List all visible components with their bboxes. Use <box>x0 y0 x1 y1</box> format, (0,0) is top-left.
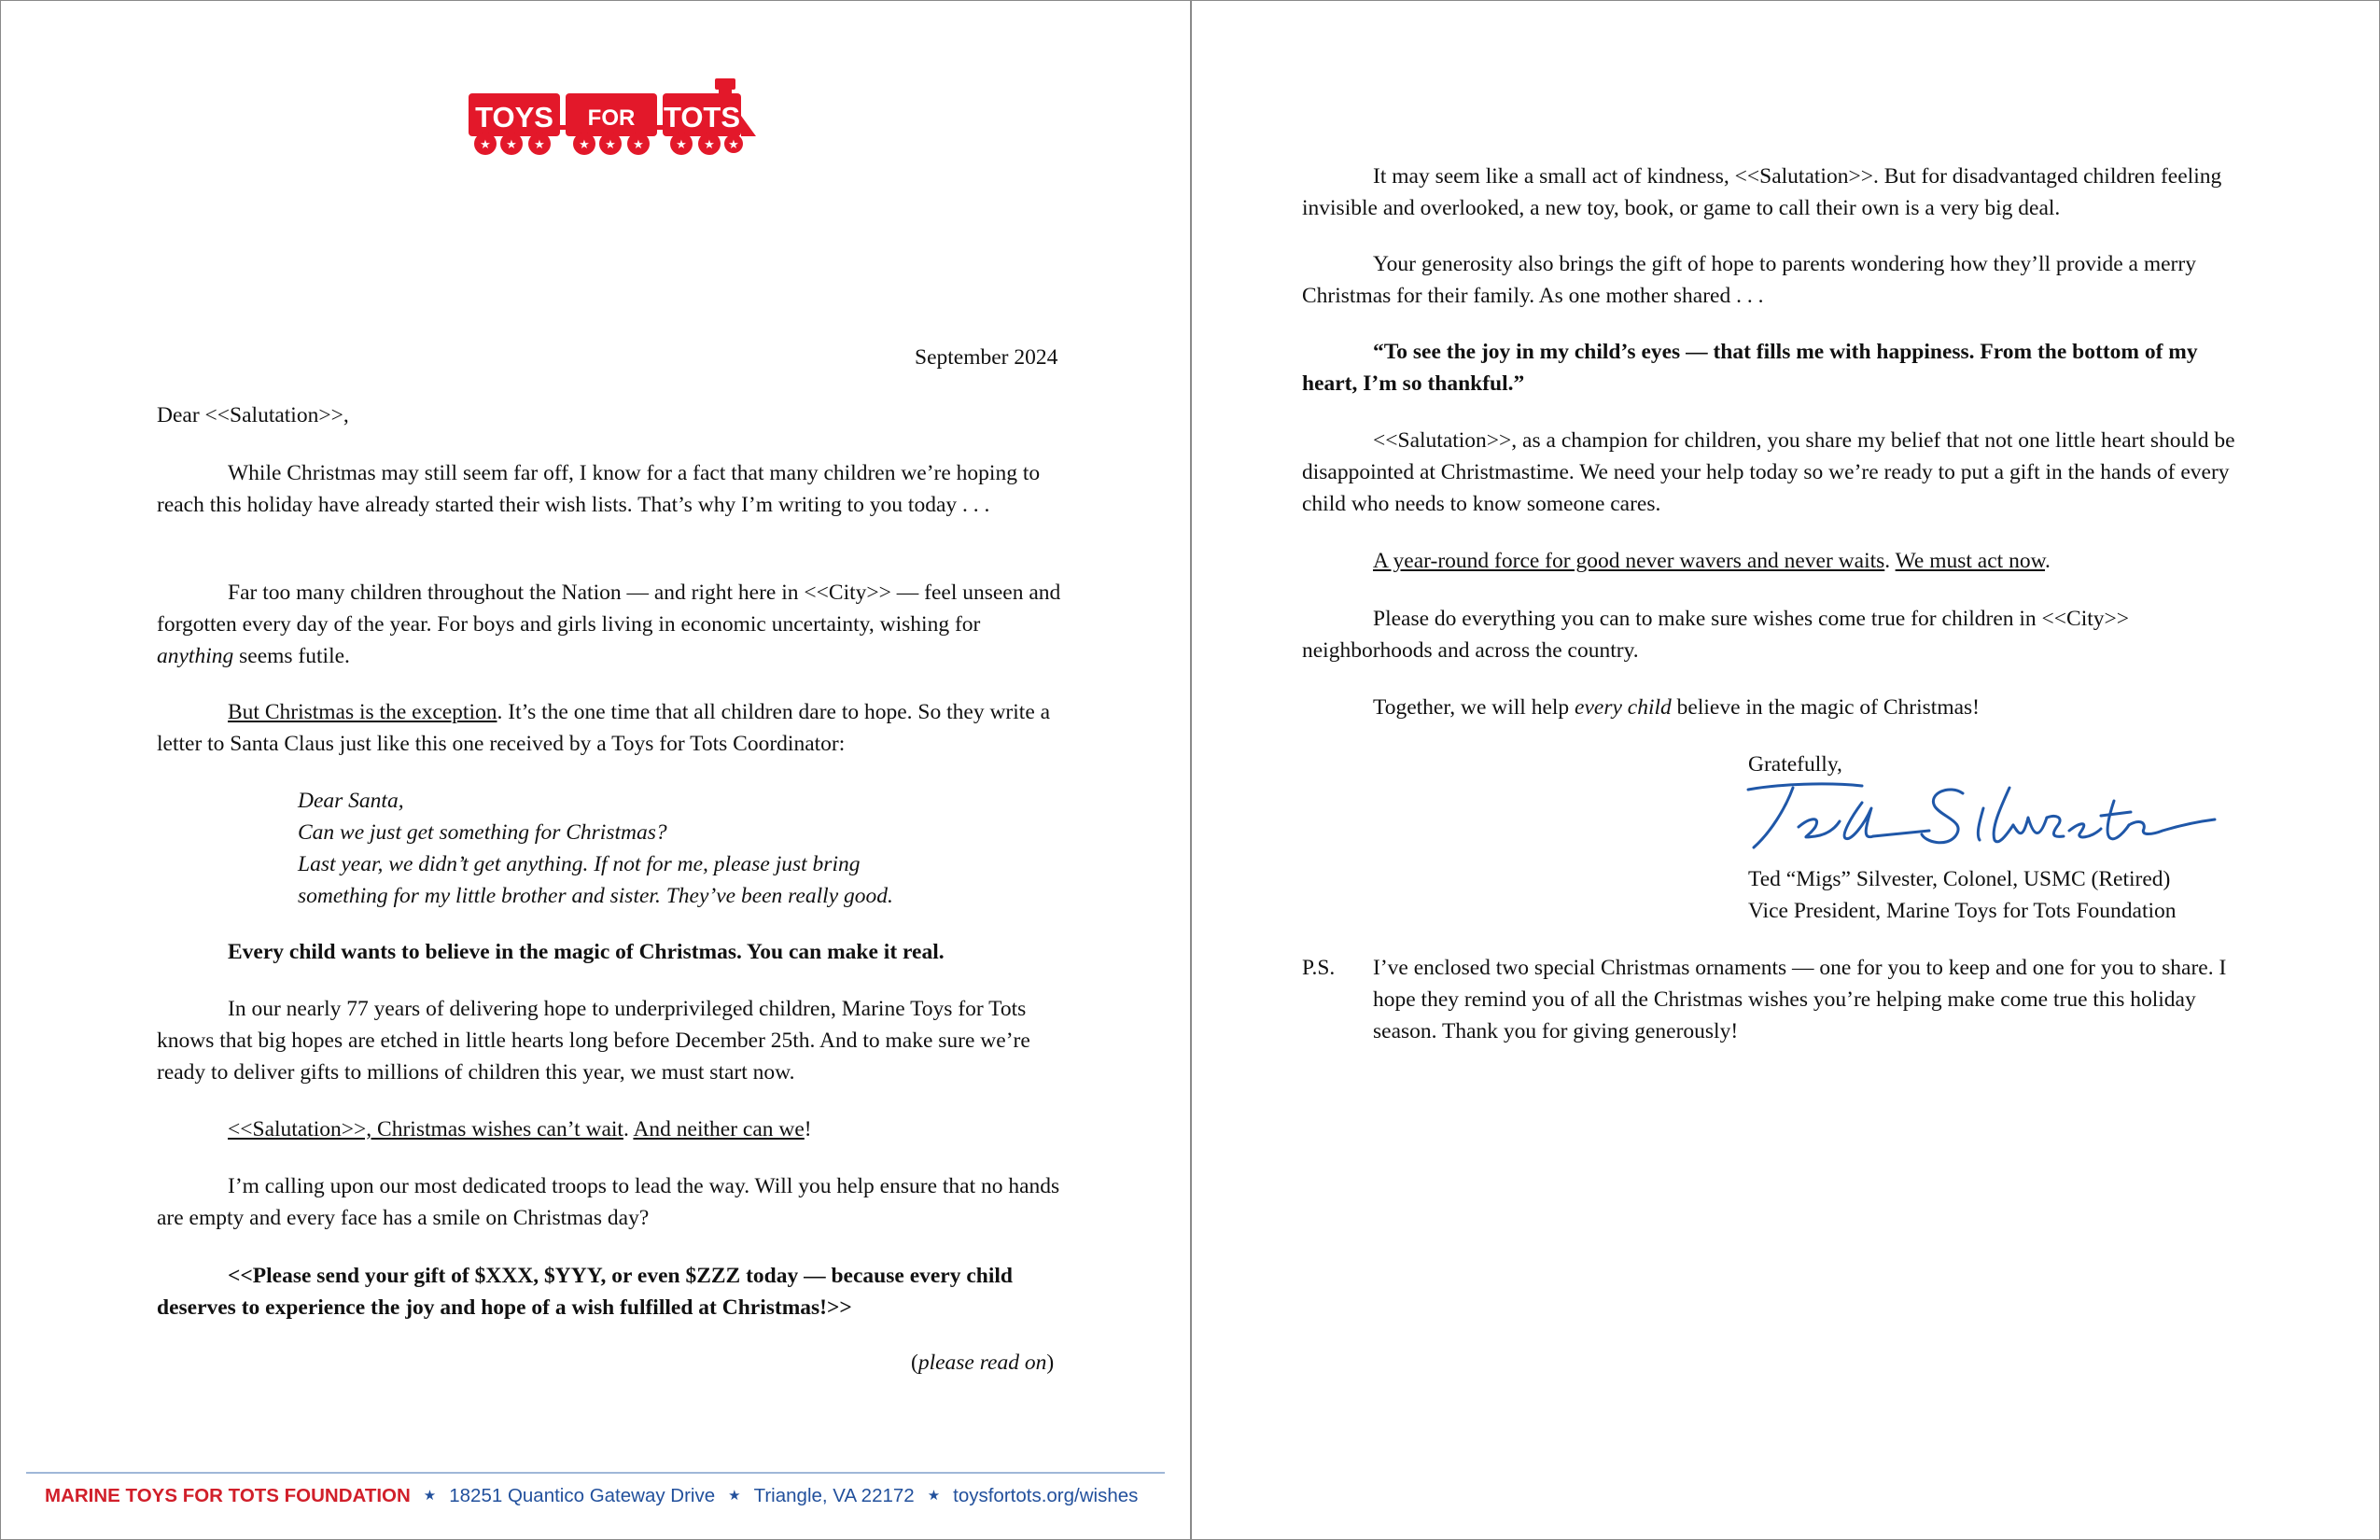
svg-text:★: ★ <box>579 138 590 152</box>
footer-city: Triangle, VA 22172 <box>753 1485 915 1506</box>
svg-text:★: ★ <box>506 138 517 152</box>
toys-for-tots-logo <box>465 73 759 159</box>
paragraph-2: Far too many children throughout the Nation — and right here in <<City>> — feel unseen and forgotten every day of the year. For boys and girls living in economic uncertainty, wishing for anything seems futile. <box>157 581 1061 668</box>
letter-page-2 <box>1192 0 2380 1540</box>
paragraph-12: Together, we will help every child believe in the magic of Christmas! <box>1373 695 1980 720</box>
svg-text:★: ★ <box>704 138 715 152</box>
paragraph-9: <<Salutation>>, as a champion for children, you share my belief that not one little heart should be disappointed at Christmastime. We need your help today so we’re ready to put a gift in the hands of every child who needs to know someone cares. <box>1302 428 2235 516</box>
signer-title: Vice President, Marine Toys for Tots Foundation <box>1748 899 2177 923</box>
paragraph-10: A year-round force for good never wavers and never waits. We must act now. <box>1373 549 2051 573</box>
svg-text:★: ★ <box>605 138 616 152</box>
please-read-on: (please read on) <box>911 1351 1055 1375</box>
closing: Gratefully, <box>1748 752 1842 777</box>
paragraph-3: But Christmas is the exception. It’s the one time that all children dare to hope. So they write a letter to Santa Claus just like this one received by a Toys for Tots Coordinator: <box>157 700 1051 756</box>
star-icon: ★ <box>728 1488 741 1504</box>
santa-letter-quote: Dear Santa, Can we just get something for Christmas? Last year, we didn’t get anything. If not for me, please just bring something for my little brother and sister. They’ve been really good. <box>298 789 893 908</box>
footer-address: 18251 Quantico Gateway Drive <box>449 1485 716 1506</box>
mother-quote: “To see the joy in my child’s eyes — that fills me with happiness. From the bottom of my heart, I’m so thankful.” <box>1302 340 2198 396</box>
svg-text:★: ★ <box>728 138 739 152</box>
greeting: Dear <<Salutation>>, <box>157 403 349 427</box>
bold-statement: Every child wants to believe in the magic of Christmas. You can make it real. <box>228 940 945 964</box>
star-icon: ★ <box>927 1488 941 1504</box>
svg-text:★: ★ <box>676 138 687 152</box>
footer-org: MARINE TOYS FOR TOTS FOUNDATION <box>45 1485 411 1506</box>
svg-text:TOYS: TOYS <box>475 101 553 133</box>
gift-ask: <<Please send your gift of $XXX, $YYY, or even $ZZZ today — because every child deserves to experience the joy and hope of a wish fulfilled at Christmas!>> <box>157 1264 1013 1320</box>
postscript: I’ve enclosed two special Christmas ornaments — one for you to keep and one for you to share. I hope they remind you of all the Christmas wishes you’re helping make come true this holiday season. Thank you for giving generously! <box>1373 956 2227 1043</box>
paragraph-8: Your generosity also brings the gift of hope to parents wondering how they’ll provide a merry Christmas for their family. As one mother shared . . . <box>1302 252 2196 308</box>
signature <box>1743 780 2219 855</box>
star-icon: ★ <box>423 1488 437 1504</box>
paragraph-11: Please do everything you can to make sure wishes come true for children in <<City>> neighborhoods and across the country. <box>1302 607 2130 663</box>
footer-url[interactable]: toysfortots.org/wishes <box>953 1485 1139 1506</box>
paragraph-7: It may seem like a small act of kindness, <<Salutation>>. But for disadvantaged children feeling invisible and overlooked, a new toy, book, or game to call their own is a very big deal. <box>1302 164 2222 220</box>
svg-text:★: ★ <box>534 138 545 152</box>
footer <box>45 1485 1183 1507</box>
paragraph-1: While Christmas may still seem far off, I know for a fact that many children we’re hoping to reach this holiday have already started their wish lists. That’s why I’m writing to you today . . . <box>157 461 1041 517</box>
svg-text:★: ★ <box>480 138 491 152</box>
letter-date: September 2024 <box>915 345 1058 370</box>
footer-rule <box>26 1472 1165 1474</box>
svg-text:FOR: FOR <box>587 105 636 131</box>
ps-label: P.S. <box>1302 956 1336 980</box>
svg-text:★: ★ <box>633 138 644 152</box>
paragraph-5: <<Salutation>>, Christmas wishes can’t wait. And neither can we! <box>228 1117 812 1141</box>
paragraph-6: I’m calling upon our most dedicated troops to lead the way. Will you help ensure that no hands are empty and every face has a smile on Christmas day? <box>157 1174 1060 1230</box>
svg-text:TOTS: TOTS <box>663 101 741 133</box>
signer-name: Ted “Migs” Silvester, Colonel, USMC (Retired) <box>1748 867 2171 891</box>
paragraph-4: In our nearly 77 years of delivering hope to underprivileged children, Marine Toys for Tots knows that big hopes are etched in little hearts long before December 25th. And to make sure we’re ready to deliver gifts to millions of children this year, we must start now. <box>157 997 1030 1085</box>
